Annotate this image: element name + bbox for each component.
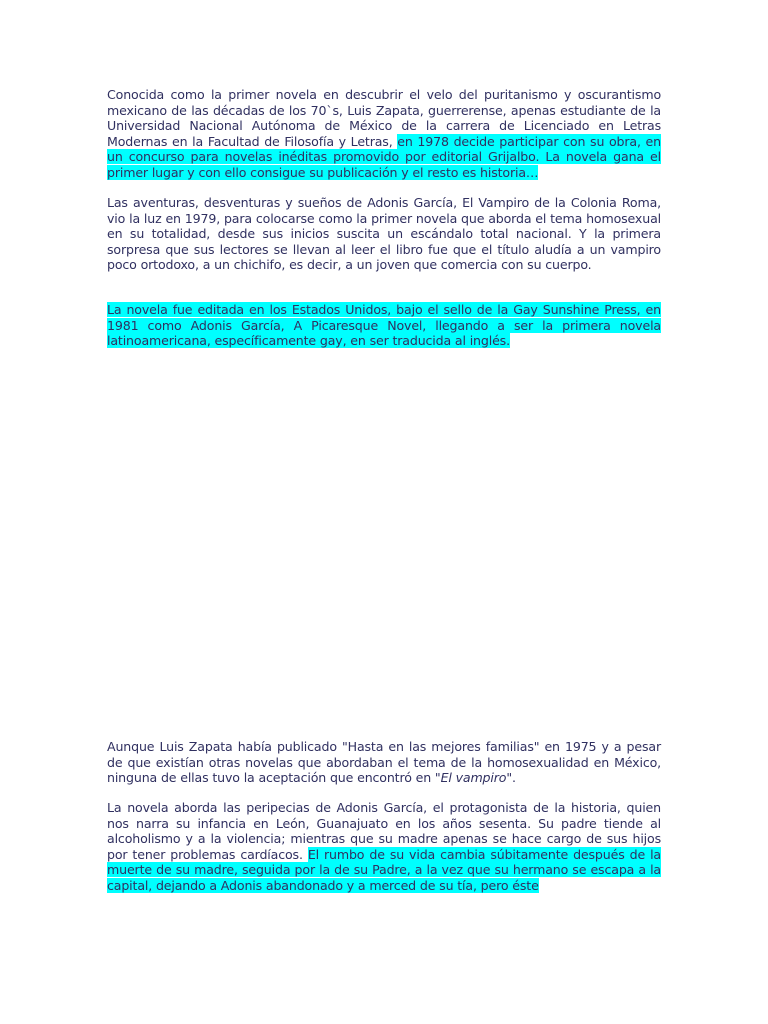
paragraph-1-highlight: en 1978 decide participar con su obra, en un concurso para novelas inéditas promovido por editorial Grijalbo. La novela gana el primer lugar y con ello consigue su publicación y el resto es historia… bbox=[107, 133, 661, 180]
paragraph-3 bbox=[107, 302, 661, 349]
paragraph-4 bbox=[107, 739, 661, 786]
paragraph-4-text: Aunque Luis Zapata había publicado "Hasta en las mejores familias" en 1975 y a pesar de que existían otras novelas que abordaban el tema de la homosexualidad en México, ninguna de ellas tuvo la aceptación que encontró en " bbox=[107, 739, 661, 785]
paragraph-3-highlight: La novela fue editada en los Estados Unidos, bajo el sello de la Gay Sunshine Press, en 1981 como Adonis García, A Picaresque Novel, llegando a ser la primera novela latinoamericana, específicamente gay, en ser traducida al inglés. bbox=[107, 302, 661, 348]
paragraph-2 bbox=[107, 195, 661, 273]
book-title: El vampiro bbox=[440, 770, 507, 785]
paragraph-5-text: La novela aborda las peripecias de Adonis García, el protagonista de la historia, quien nos narra su infancia en León, Guanajuato en los años sesenta. Su padre tiende al alcoholismo y a la violencia; mientras que su madre apenas se hace cargo de sus hijos por tener problemas cardíacos. bbox=[107, 800, 661, 862]
paragraph-1 bbox=[107, 87, 661, 180]
paragraph-2-text: Las aventuras, desventuras y sueños de Adonis García, El Vampiro de la Colonia Roma, vio la luz en 1979, para colocarse como la primer novela que aborda el tema homosexual en su totalidad, desde sus inicios suscita un escándalo total nacional. Y la primera sorpresa que sus lectores se llevan al leer el libro fue que el título aludía a un vampiro poco ortodoxo, a un chichifo, es decir, a un joven que comercia con su cuerpo. bbox=[107, 195, 661, 272]
paragraph-1-text: Conocida como la primer novela en descubrir el velo del puritanismo y oscurantismo mexicano de las décadas de los 70`s, Luis Zapata, guerrerense, apenas estudiante de la Universidad Nacional Autónoma de México de la carrera de Licenciado en Letras Modernas en la Facultad de Filosofía y Letras, bbox=[107, 87, 661, 149]
paragraph-5-highlight: El rumbo de su vida cambia súbitamente después de la muerte de su madre, seguida por la de su Padre, a la vez que su hermano se escapa a la capital, dejando a Adonis abandonado y a merced de su tía, pero éste bbox=[107, 846, 661, 893]
paragraph-5 bbox=[107, 800, 661, 893]
paragraph-4-tail: ". bbox=[506, 770, 516, 785]
